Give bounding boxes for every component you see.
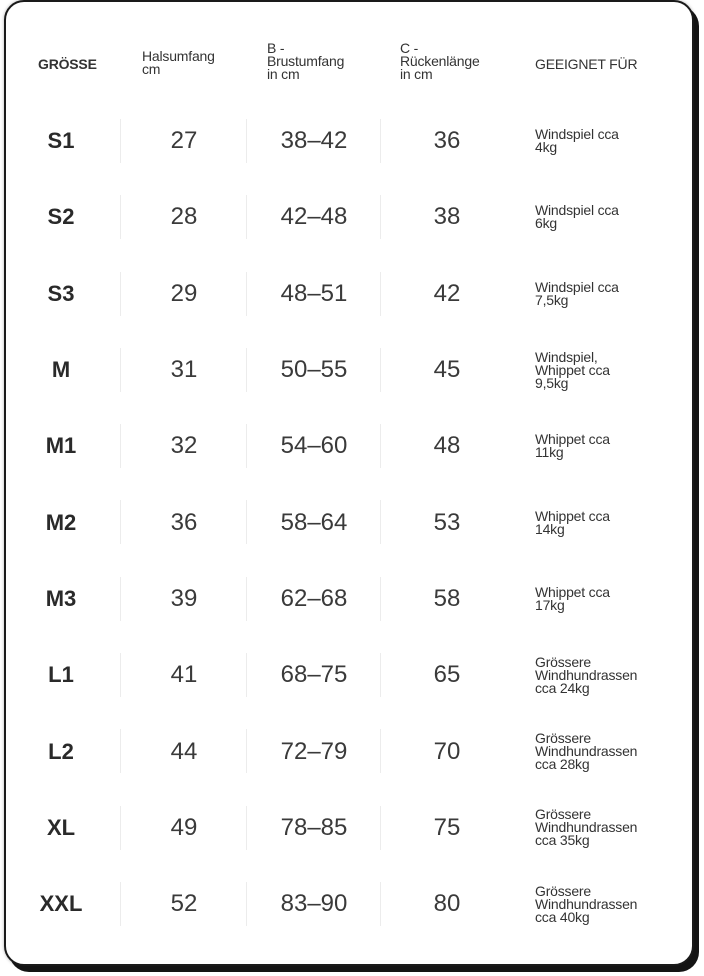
suitable-cell: Windspiel cca 4kg bbox=[535, 126, 619, 156]
column-divider bbox=[380, 500, 381, 544]
suitable-cell: Grössere Windhundrassen cca 28kg bbox=[535, 730, 638, 773]
size-cell: M bbox=[51, 357, 71, 383]
chest-cell: 50–55 bbox=[280, 356, 348, 384]
back-cell: 38 bbox=[433, 203, 461, 231]
size-cell: L1 bbox=[48, 662, 74, 688]
suitable-cell: Whippet cca 11kg bbox=[535, 431, 610, 461]
column-divider bbox=[246, 806, 247, 850]
table-row bbox=[6, 866, 692, 942]
table-row bbox=[6, 637, 692, 713]
chest-cell: 83–90 bbox=[280, 890, 348, 918]
header-suitable: GEEIGNET FÜR bbox=[535, 56, 638, 72]
size-cell: M2 bbox=[45, 509, 77, 535]
suitable-cell: Windspiel, Whippet cca 9,5kg bbox=[535, 348, 610, 391]
column-divider bbox=[246, 348, 247, 392]
table-row bbox=[6, 103, 692, 179]
header-chest: B - Brustumfang in cm bbox=[267, 40, 345, 82]
neck-cell: 32 bbox=[170, 432, 198, 460]
column-divider bbox=[380, 195, 381, 239]
chest-cell: 68–75 bbox=[280, 661, 348, 689]
neck-cell: 29 bbox=[170, 279, 198, 307]
chest-cell: 72–79 bbox=[280, 737, 348, 765]
suitable-cell: Grössere Windhundrassen cca 40kg bbox=[535, 882, 638, 925]
column-divider bbox=[246, 729, 247, 773]
suitable-cell: Grössere Windhundrassen cca 35kg bbox=[535, 806, 638, 849]
neck-cell: 49 bbox=[170, 813, 198, 841]
table-row bbox=[6, 332, 692, 408]
back-cell: 80 bbox=[433, 890, 461, 918]
header-back: C - Rückenlänge in cm bbox=[400, 40, 480, 82]
column-divider bbox=[380, 729, 381, 773]
table-row bbox=[6, 256, 692, 332]
column-divider bbox=[120, 653, 121, 697]
column-divider bbox=[120, 806, 121, 850]
size-cell: S3 bbox=[47, 280, 75, 306]
back-cell: 42 bbox=[433, 279, 461, 307]
neck-cell: 41 bbox=[170, 661, 198, 689]
back-cell: 70 bbox=[433, 737, 461, 765]
neck-cell: 52 bbox=[170, 890, 198, 918]
chest-cell: 38–42 bbox=[280, 127, 348, 155]
column-divider bbox=[120, 729, 121, 773]
column-divider bbox=[120, 500, 121, 544]
neck-cell: 39 bbox=[170, 584, 198, 612]
column-divider bbox=[120, 577, 121, 621]
table-row bbox=[6, 179, 692, 255]
back-cell: 45 bbox=[433, 356, 461, 384]
back-cell: 53 bbox=[433, 508, 461, 536]
chest-cell: 48–51 bbox=[280, 279, 348, 307]
table-body bbox=[6, 103, 692, 942]
column-divider bbox=[246, 500, 247, 544]
column-divider bbox=[246, 577, 247, 621]
table-row bbox=[6, 713, 692, 789]
suitable-cell: Windspiel cca 7,5kg bbox=[535, 278, 619, 308]
size-cell: M3 bbox=[45, 585, 77, 611]
back-cell: 58 bbox=[433, 584, 461, 612]
suitable-cell: Whippet cca 17kg bbox=[535, 583, 610, 613]
table-header bbox=[6, 38, 692, 92]
chest-cell: 42–48 bbox=[280, 203, 348, 231]
column-divider bbox=[380, 348, 381, 392]
back-cell: 75 bbox=[433, 813, 461, 841]
column-divider bbox=[380, 577, 381, 621]
column-divider bbox=[120, 424, 121, 468]
table-row bbox=[6, 408, 692, 484]
size-cell: S2 bbox=[47, 204, 75, 230]
back-cell: 65 bbox=[433, 661, 461, 689]
size-cell: L2 bbox=[48, 738, 74, 764]
chest-cell: 58–64 bbox=[280, 508, 348, 536]
neck-cell: 44 bbox=[170, 737, 198, 765]
column-divider bbox=[246, 195, 247, 239]
column-divider bbox=[246, 424, 247, 468]
size-cell: XL bbox=[46, 814, 76, 840]
column-divider bbox=[380, 119, 381, 163]
back-cell: 48 bbox=[433, 432, 461, 460]
column-divider bbox=[246, 653, 247, 697]
suitable-cell: Grössere Windhundrassen cca 24kg bbox=[535, 653, 638, 696]
neck-cell: 36 bbox=[170, 508, 198, 536]
table-row bbox=[6, 484, 692, 560]
column-divider bbox=[120, 195, 121, 239]
chest-cell: 62–68 bbox=[280, 584, 348, 612]
column-divider bbox=[246, 272, 247, 316]
column-divider bbox=[120, 882, 121, 926]
neck-cell: 28 bbox=[170, 203, 198, 231]
size-chart-card bbox=[4, 0, 694, 966]
column-divider bbox=[380, 272, 381, 316]
column-divider bbox=[120, 348, 121, 392]
size-cell: S1 bbox=[47, 128, 75, 154]
column-divider bbox=[380, 424, 381, 468]
column-divider bbox=[246, 119, 247, 163]
neck-cell: 27 bbox=[170, 127, 198, 155]
column-divider bbox=[246, 882, 247, 926]
suitable-cell: Whippet cca 14kg bbox=[535, 507, 610, 537]
neck-cell: 31 bbox=[170, 356, 198, 384]
size-cell: M1 bbox=[45, 433, 77, 459]
column-divider bbox=[120, 119, 121, 163]
header-neck: Halsumfang cm bbox=[142, 48, 215, 77]
back-cell: 36 bbox=[433, 127, 461, 155]
column-divider bbox=[380, 882, 381, 926]
table-row bbox=[6, 790, 692, 866]
column-divider bbox=[380, 806, 381, 850]
header-size: GRÖSSE bbox=[38, 56, 97, 72]
column-divider bbox=[380, 653, 381, 697]
chest-cell: 78–85 bbox=[280, 813, 348, 841]
table-row bbox=[6, 561, 692, 637]
suitable-cell: Windspiel cca 6kg bbox=[535, 202, 619, 232]
size-cell: XXL bbox=[39, 891, 83, 917]
column-divider bbox=[120, 272, 121, 316]
chest-cell: 54–60 bbox=[280, 432, 348, 460]
